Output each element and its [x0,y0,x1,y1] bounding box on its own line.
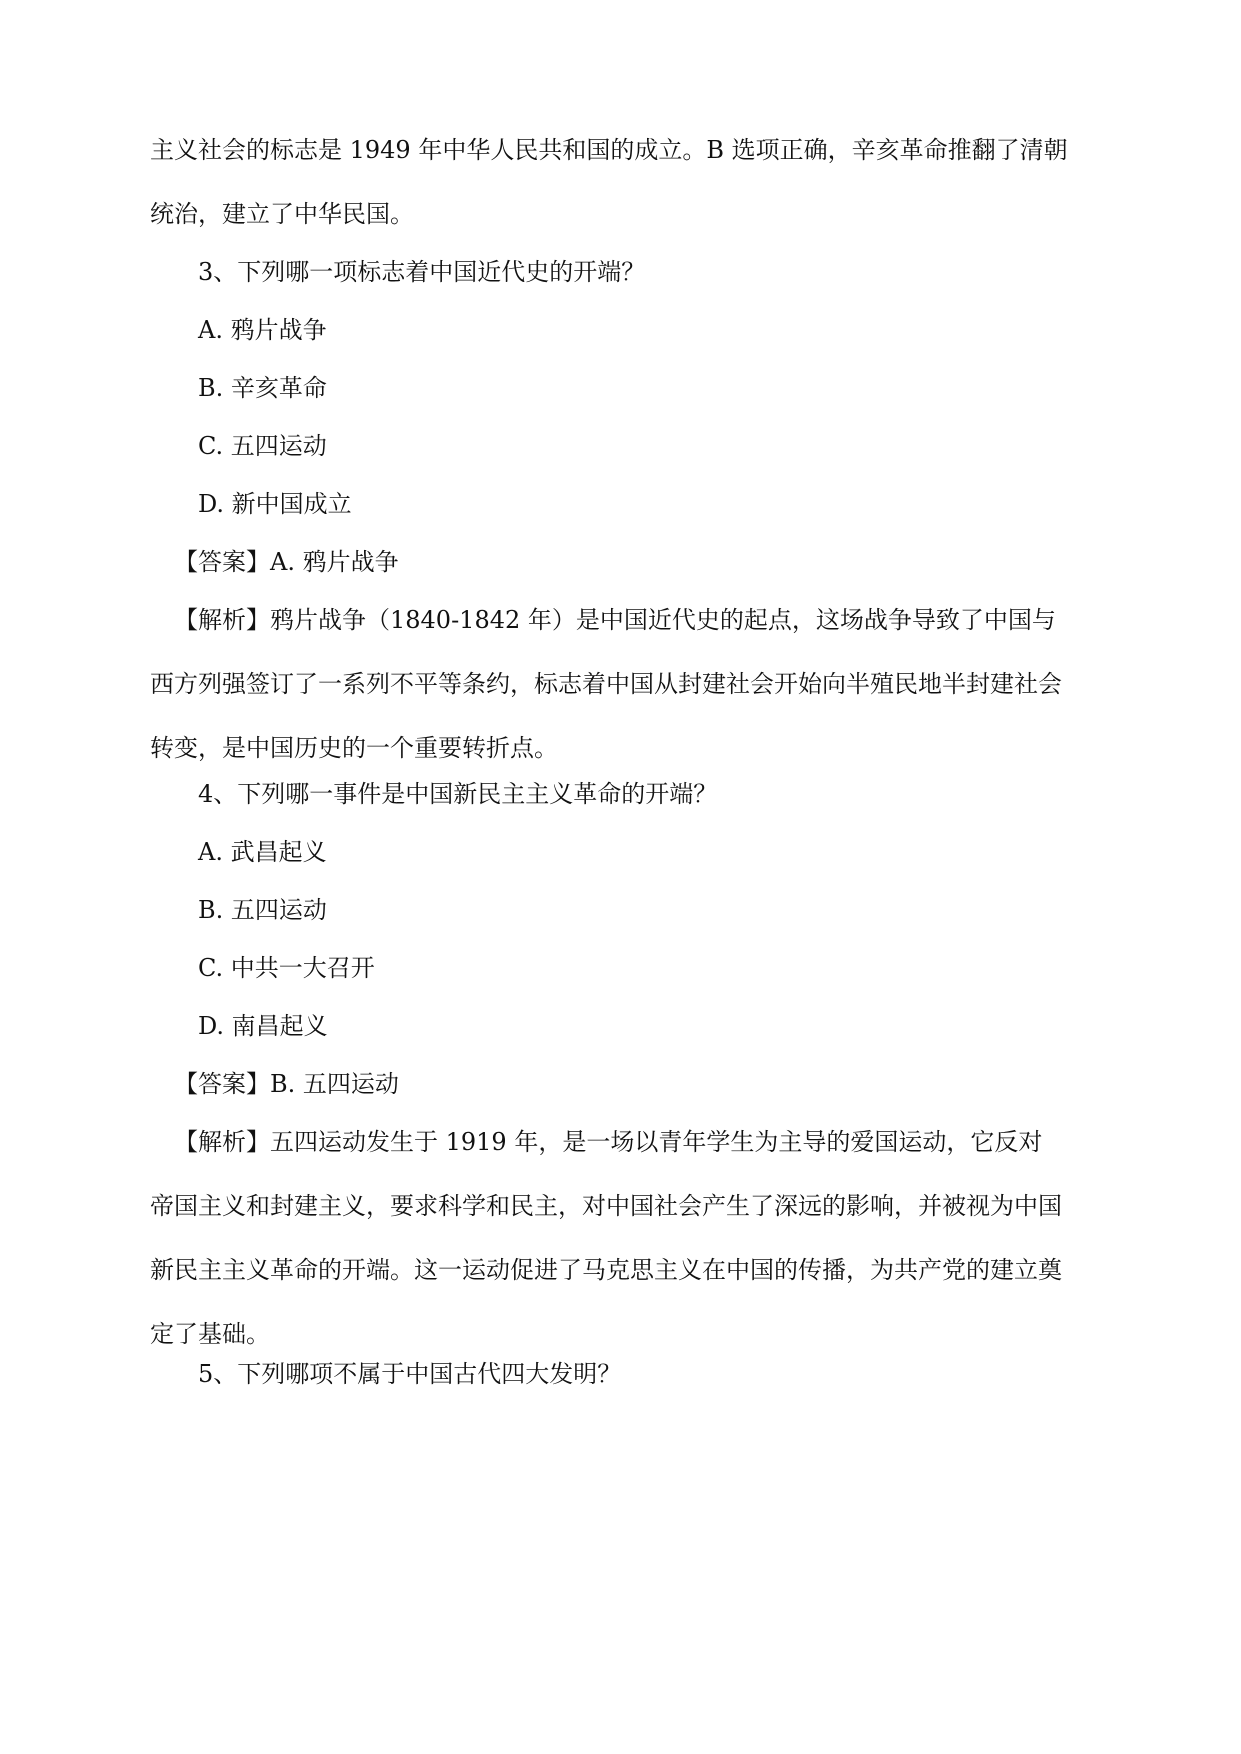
question-3-option-c: C. 五四运动 [198,432,327,460]
question-4-analysis [150,1110,1090,1366]
text-line: 转变，是中国历史的一个重要转折点。 [150,734,558,762]
text-line: 统治，建立了中华民国。 [150,200,414,228]
question-4-option-a: A. 武昌起义 [198,838,327,866]
question-3-option-b: B. 辛亥革命 [198,374,327,402]
text-line: 新民主主义革命的开端。这一运动促进了马克思主义在中国的传播，为共产党的建立奠 [150,1256,1062,1284]
question-4-option-d: D. 南昌起义 [198,1012,328,1040]
text-line: 【解析】五四运动发生于 1919 年，是一场以青年学生为主导的爱国运动，它反对 [174,1128,1043,1156]
text-line: 西方列强签订了一系列不平等条约，标志着中国从封建社会开始向半殖民地半封建社会 [150,670,1062,698]
question-3-option-a: A. 鸦片战争 [198,316,327,344]
question-4-option-b: B. 五四运动 [198,896,327,924]
question-4-stem: 4、下列哪一事件是中国新民主主义革命的开端？ [198,780,718,808]
text-line: 主义社会的标志是 1949 年中华人民共和国的成立。B 选项正确，辛亥革命推翻了清朝 [150,136,1068,164]
question-4-option-c: C. 中共一大召开 [198,954,375,982]
text-line: 定了基础。 [150,1320,270,1348]
text-line: 帝国主义和封建主义，要求科学和民主，对中国社会产生了深远的影响，并被视为中国 [150,1192,1062,1220]
question-3-stem: 3、下列哪一项标志着中国近代史的开端？ [198,258,646,286]
text-line: 【解析】鸦片战争（1840-1842 年）是中国近代史的起点，这场战争导致了中国与 [174,606,1056,634]
question-5-stem: 5、下列哪项不属于中国古代四大发明？ [198,1360,622,1388]
intro-paragraph [150,118,1090,246]
question-4-answer: 【答案】B. 五四运动 [174,1070,399,1098]
question-3-analysis [150,588,1090,780]
question-3-answer: 【答案】A. 鸦片战争 [174,548,399,576]
question-3-option-d: D. 新中国成立 [198,490,352,518]
